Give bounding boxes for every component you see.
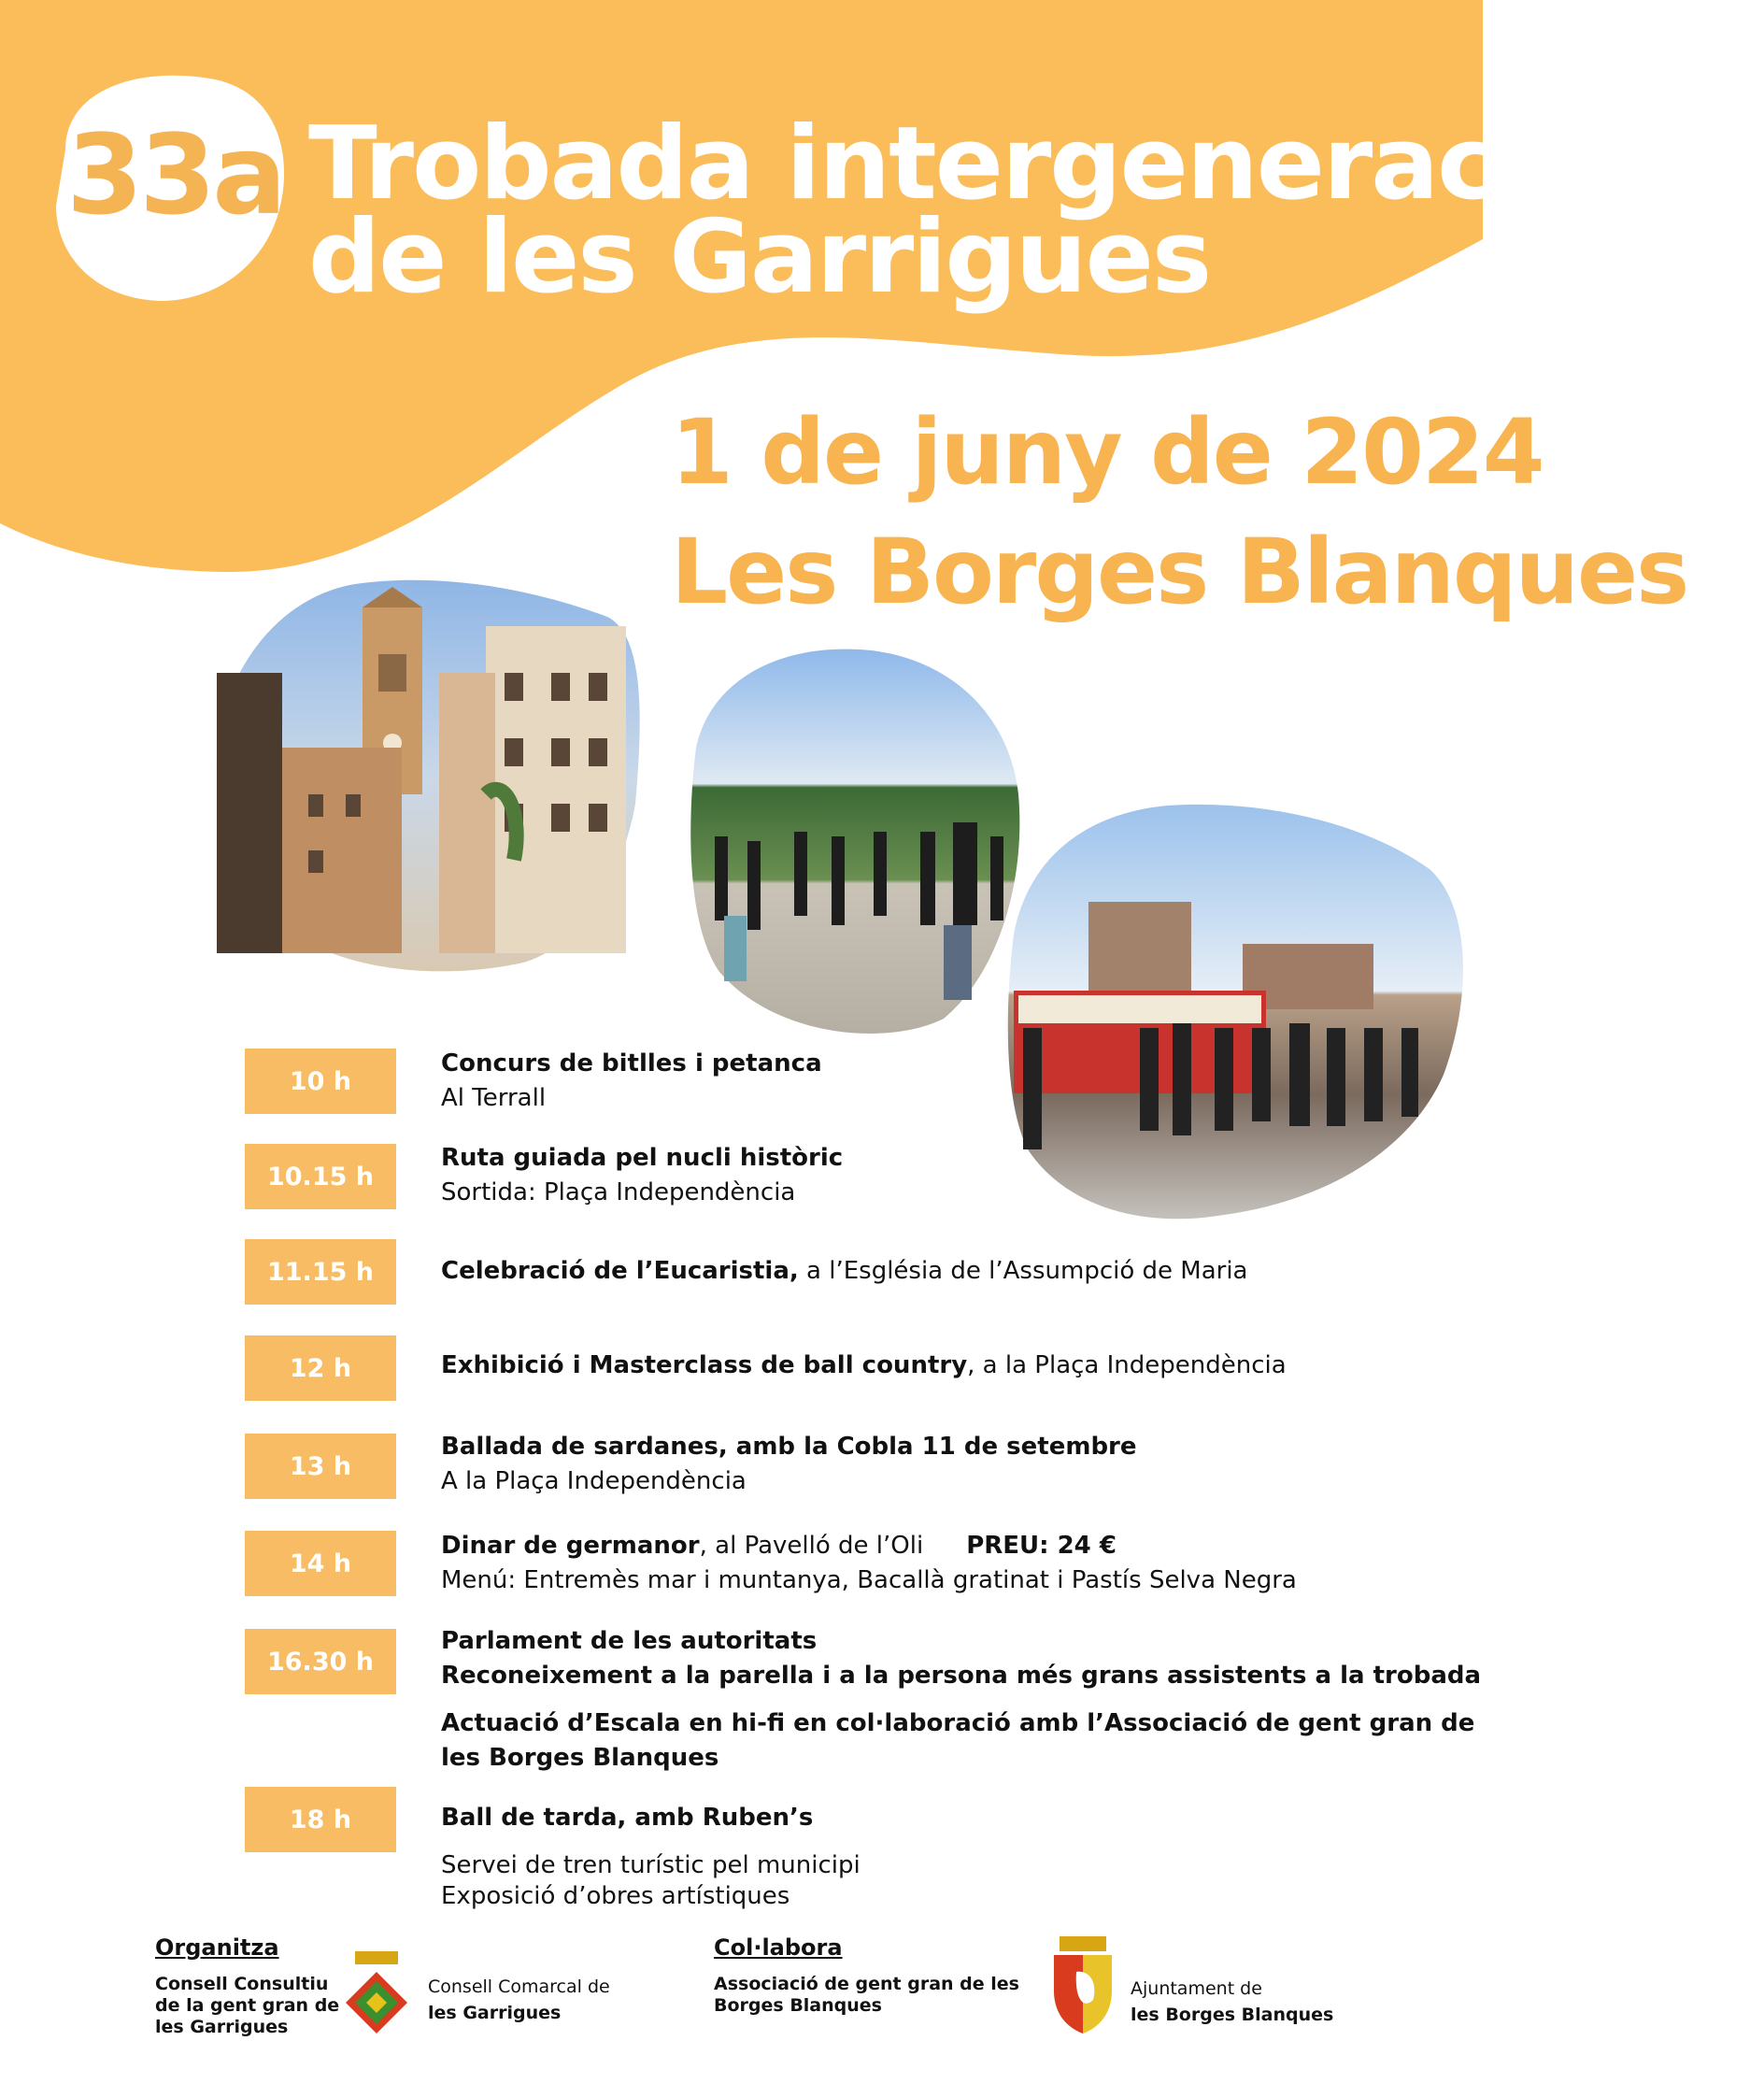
schedule-item: Exhibició i Masterclass de ball country, a la Plaça Independència — [441, 1351, 1287, 1379]
time-badge: 14 h — [245, 1531, 396, 1596]
schedule-item: Ruta guiada pel nucli històric Sortida: Plaça Independència — [441, 1144, 844, 1206]
schedule-item: Parlament de les autoritats Reconeixement a la parella i a la persona més grans assistents a la trobada — [441, 1627, 1482, 1690]
time-badge: 12 h — [245, 1335, 396, 1401]
title-line-1: Trobada intergeneracional — [308, 106, 1764, 222]
price-label: PREU: 24 € — [966, 1532, 1117, 1560]
title-line-2: de les Garrigues — [308, 199, 1211, 316]
schedule-item: Ballada de sardanes, amb la Cobla 11 de setembre A la Plaça Independència — [441, 1433, 1137, 1495]
collabora-org: Associació de gent gran de les Borges Blanques — [714, 1974, 1019, 2016]
photo-train — [1008, 805, 1463, 1219]
organitza-org: Consell Consultiu de la gent gran de les Garrigues — [155, 1974, 340, 2037]
schedule-item: Celebració de l’Eucaristia, a l’Església de l’Assumpció de Maria — [441, 1257, 1248, 1285]
consell-comarcal-name: Consell Comarcal de les Garrigues — [428, 1977, 610, 2023]
coat-of-arms-ajuntament — [1054, 1936, 1112, 2034]
time-badge: 10 h — [245, 1049, 396, 1114]
time-badge: 18 h — [245, 1787, 396, 1852]
time-badge: 16.30 h — [245, 1629, 396, 1694]
coat-of-arms-consell-comarcal — [346, 1951, 407, 2034]
event-place: Les Borges Blanques — [671, 520, 1688, 624]
schedule-item: Actuació d’Escala en hi-fi en col·laboració amb l’Associació de gent gran de les Borges Blanques — [441, 1709, 1475, 1772]
schedule-item: Concurs de bitlles i petanca Al Terrall — [441, 1049, 822, 1112]
time-badge: 13 h — [245, 1434, 396, 1499]
time-badge: 11.15 h — [245, 1239, 396, 1305]
event-date: 1 de juny de 2024 — [671, 400, 1544, 505]
photo-dance — [690, 649, 1019, 1034]
collabora-heading: Col·labora — [714, 1934, 843, 1961]
schedule-item: Ball de tarda, amb Ruben’s — [441, 1804, 814, 1832]
organitza-heading: Organitza — [155, 1934, 279, 1961]
edition-badge: 33a — [66, 110, 283, 239]
photo-old-town — [217, 572, 640, 971]
ajuntament-name: Ajuntament de les Borges Blanques — [1131, 1978, 1334, 2025]
time-badge: 10.15 h — [245, 1144, 396, 1209]
schedule-item: Dinar de germanor, al Pavelló de l’Oli PREU: 24 € Menú: Entremès mar i muntanya, Bacallà gratinat i Pastís Selva Negra — [441, 1532, 1297, 1594]
extras-list: Servei de tren turístic pel municipi Exposició d’obres artístiques — [441, 1851, 861, 1910]
